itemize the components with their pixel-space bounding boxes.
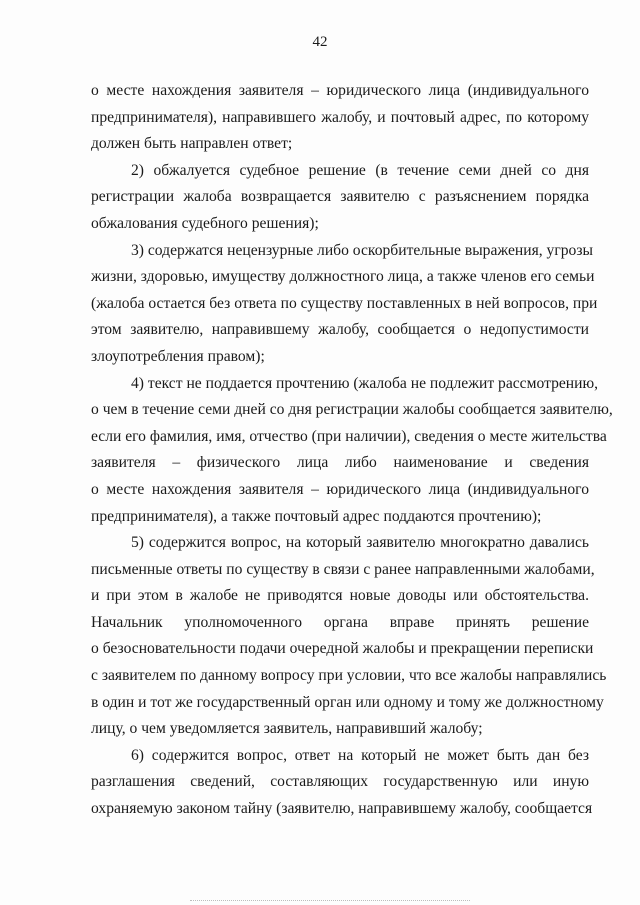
page-number: 42 <box>312 34 328 50</box>
text-line: и при этом в жалобе не приводятся новые доводы или обстоятельства. <box>91 587 589 605</box>
scan-artifact-divider <box>190 900 470 903</box>
text-line: (жалоба остается без ответа по существу поставленных в ней вопросов, при <box>91 294 598 312</box>
text-line: о чем в течение семи дней со дня регистрации жалобы сообщается заявителю, <box>91 401 613 419</box>
text-line: должен быть направлен ответ; <box>91 135 293 153</box>
text-line: с заявителем по данному вопросу при условии, что все жалобы направлялись <box>91 667 607 685</box>
text-line: письменные ответы по существу в связи с ранее направленными жалобами, <box>91 560 595 578</box>
text-line: если его фамилия, имя, отчество (при наличии), сведения о месте жительства <box>91 427 607 445</box>
paragraph-item-2 <box>91 158 589 238</box>
text-line: обжалования судебного решения); <box>91 214 319 232</box>
text-line: жизни, здоровью, имуществу должностного лица, а также членов его семьи <box>91 268 595 286</box>
text-line: 4) текст не поддается прочтению (жалоба не подлежит рассмотрению, <box>131 374 599 392</box>
paragraph-item-5 <box>91 530 607 743</box>
text-line: заявителя – физического лица либо наименование и сведения <box>91 454 589 472</box>
paragraph-item-3 <box>91 238 598 371</box>
paragraph-item-6 <box>91 743 593 823</box>
text-line: в один и тот же государственный орган или одному и тому же должностному <box>91 693 604 711</box>
text-line: предпринимателя), направившего жалобу, и почтовый адрес, по которому <box>91 108 589 126</box>
document-body <box>91 78 613 823</box>
paragraph-continuation <box>91 78 589 158</box>
text-line: 3) содержатся нецензурные либо оскорбительные выражения, угрозы <box>131 241 593 259</box>
text-line: 5) содержится вопрос, на который заявителю многократно давались <box>131 534 589 552</box>
text-line: разглашения сведений, составляющих государственную или иную <box>91 773 589 791</box>
text-line: этом заявителю, направившему жалобу, сообщается о недопустимости <box>91 321 589 339</box>
text-line: о месте нахождения заявителя – юридического лица (индивидуального <box>91 82 589 99</box>
text-line: Начальник уполномоченного органа вправе принять решение <box>91 613 589 631</box>
text-line: регистрации жалоба возвращается заявителю с разъяснением порядка <box>91 188 589 206</box>
text-line: о месте нахождения заявителя – юридического лица (индивидуального <box>91 480 589 498</box>
text-line: 2) обжалуется судебное решение (в течение семи дней со дня <box>131 161 589 179</box>
text-line: охраняемую законом тайну (заявителю, направившему жалобу, сообщается <box>91 800 593 818</box>
text-line: предпринимателя), а также почтовый адрес поддаются прочтению); <box>91 507 542 525</box>
text-line: злоупотребления правом); <box>91 347 265 365</box>
text-line: 6) содержится вопрос, ответ на который не может быть дан без <box>131 746 589 764</box>
text-line: лицу, о чем уведомляется заявитель, направивший жалобу; <box>91 720 483 738</box>
text-line: о безосновательности подачи очередной жалобы и прекращении переписки <box>91 640 594 658</box>
paragraph-item-4 <box>91 371 613 531</box>
